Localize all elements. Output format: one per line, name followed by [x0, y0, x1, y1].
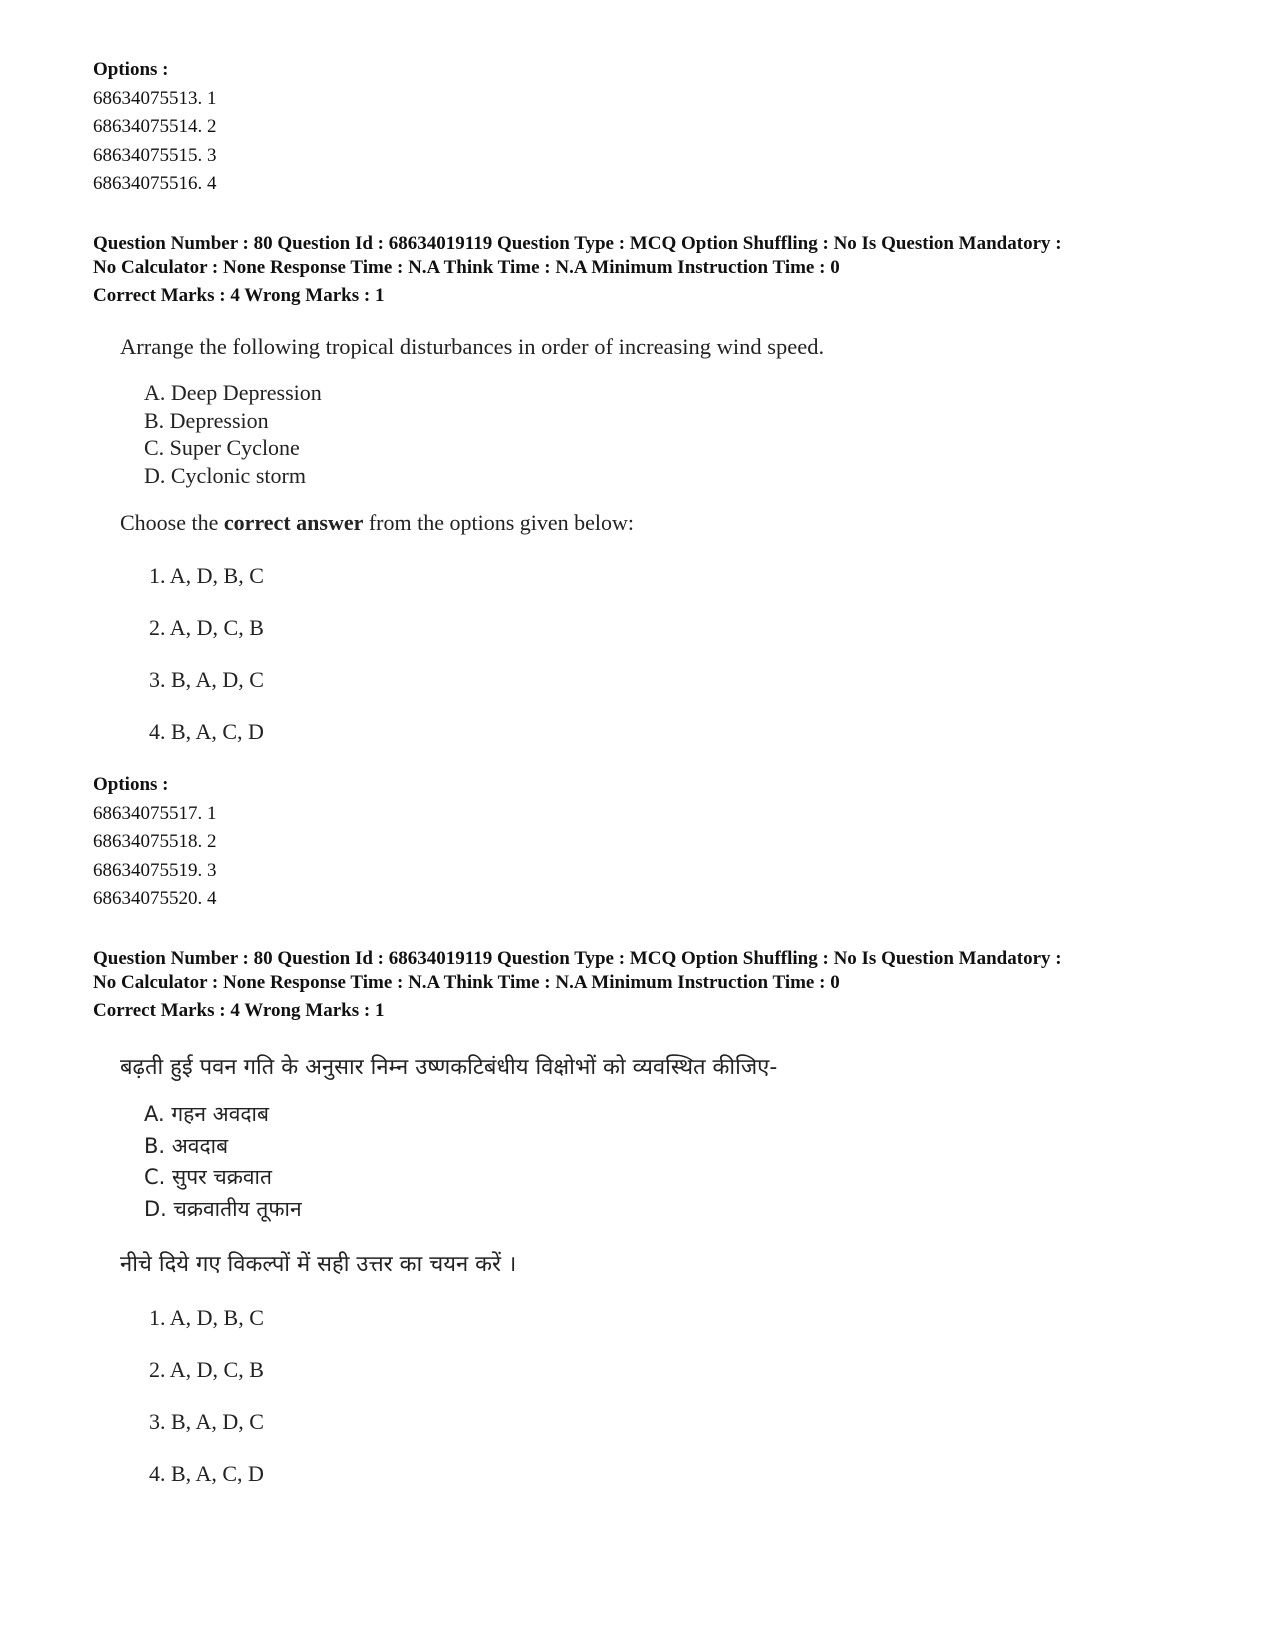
answer-choice: 3. B, A, D, C — [149, 667, 264, 692]
option-id: 68634075514. 2 — [93, 116, 217, 137]
marks-line: Correct Marks : 4 Wrong Marks : 1 — [93, 1000, 385, 1021]
list-item: A. Deep Depression — [144, 380, 322, 405]
list-item: D. Cyclonic storm — [144, 462, 306, 488]
question-stem: Arrange the following tropical disturbances in order of increasing wind speed. — [120, 334, 825, 359]
question-metadata — [93, 947, 1223, 1023]
item-list — [144, 379, 322, 489]
answer-instruction: नीचे दिये गए विकल्पों में सही उत्तर का चयन करें । — [120, 1252, 517, 1277]
list-item: C. सुपर चक्रवात — [144, 1165, 272, 1189]
option-id: 68634075517. 1 — [93, 802, 217, 824]
options-heading: Options : — [93, 774, 169, 795]
list-item: B. Depression — [144, 407, 269, 433]
option-id: 68634075516. 4 — [93, 173, 217, 194]
answer-choice: 1. A, D, B, C — [149, 563, 264, 588]
answer-instruction — [120, 510, 634, 536]
answer-choice: 1. A, D, B, C — [149, 1305, 264, 1330]
answer-choice: 4. B, A, C, D — [149, 719, 264, 744]
answer-choice: 3. B, A, D, C — [149, 1409, 264, 1434]
option-id: 68634075515. 3 — [93, 144, 217, 166]
question-meta-line: Question Number : 80 Question Id : 68634019119 Question Type : MCQ Option Shuffling : No Is Question Mandatory : — [93, 233, 1062, 254]
options-list — [93, 56, 217, 199]
option-id: 68634075513. 1 — [93, 87, 217, 109]
question-meta-line: Question Number : 80 Question Id : 68634019119 Question Type : MCQ Option Shuffling : No Is Question Mandatory : — [93, 948, 1062, 969]
option-id: 68634075520. 4 — [93, 888, 217, 909]
options-heading: Options : — [93, 59, 169, 80]
question-metadata — [93, 232, 1223, 308]
instruction-text: from the options given below: — [363, 510, 635, 535]
answer-choice: 4. B, A, C, D — [149, 1461, 264, 1486]
list-item: A. गहन अवदाब — [144, 1102, 269, 1126]
list-item: C. Super Cyclone — [144, 435, 300, 460]
question-meta-line: No Calculator : None Response Time : N.A Think Time : N.A Minimum Instruction Time : 0 — [93, 256, 840, 278]
instruction-bold-text: correct answer — [223, 510, 364, 535]
answer-choice: 2. A, D, C, B — [149, 1357, 264, 1382]
question-body-english — [120, 334, 1120, 774]
marks-line: Correct Marks : 4 Wrong Marks : 1 — [93, 285, 385, 306]
list-item: B. अवदाब — [144, 1133, 229, 1158]
option-id: 68634075518. 2 — [93, 831, 217, 852]
options-list — [93, 771, 217, 914]
option-id: 68634075519. 3 — [93, 859, 217, 881]
question-body-hindi — [120, 1051, 1120, 1551]
answer-choice: 2. A, D, C, B — [149, 615, 264, 640]
list-item: D. चक्रवातीय तूफान — [144, 1196, 302, 1221]
question-stem: बढ़ती हुई पवन गति के अनुसार निम्न उष्णकटिबंधीय विक्षोभों को व्यवस्थित कीजिए- — [120, 1055, 778, 1080]
instruction-text: Choose the — [120, 510, 224, 535]
item-list — [144, 1099, 302, 1225]
question-meta-line: No Calculator : None Response Time : N.A Think Time : N.A Minimum Instruction Time : 0 — [93, 971, 840, 993]
